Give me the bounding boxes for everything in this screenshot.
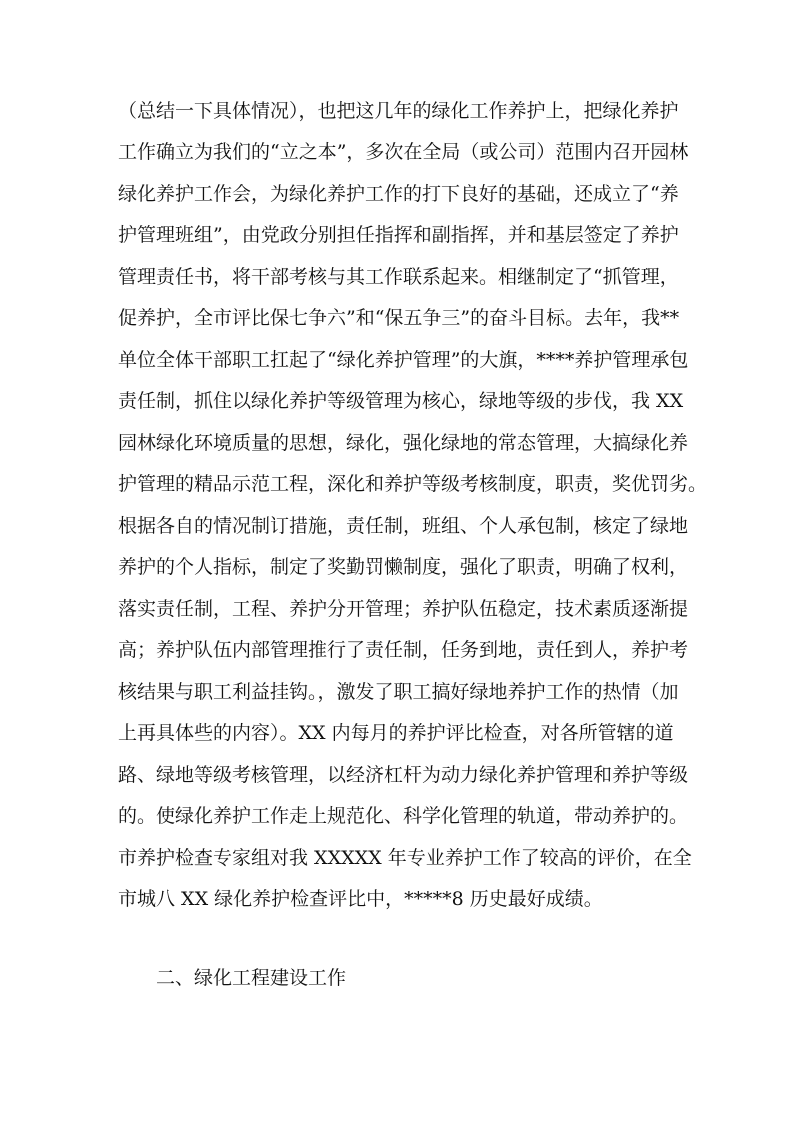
paragraph-line: 工作确立为我们的“立之本”，多次在全局（或公司）范围内召开园林 (118, 141, 689, 163)
section-heading: 二、绿化工程建设工作 (156, 967, 347, 989)
paragraph-line: 绿化养护工作会，为绿化养护工作的打下良好的基础，还成立了“养 (118, 183, 679, 205)
paragraph-line: 根据各自的情况制订措施，责任制，班组、个人承包制，核定了绿地 (118, 515, 689, 537)
paragraph-line: 的。使绿化养护工作走上规范化、科学化管理的轨道，带动养护的。 (118, 805, 689, 827)
paragraph-line: 市城八 XX 绿化养护检查评比中，*****8 历史最好成绩。 (118, 888, 603, 910)
paragraph-line: 园林绿化环境质量的思想，绿化，强化绿地的常态管理，大搞绿化养 (118, 432, 689, 454)
paragraph-line: 市养护检查专家组对我 XXXXX 年专业养护工作了较高的评价，在全 (118, 847, 692, 869)
paragraph-line: 单位全体干部职工扛起了“绿化养护管理”的大旗，****养护管理承包 (118, 349, 689, 371)
paragraph-line: （总结一下具体情况），也把这几年的绿化工作养护上，把绿化养护 (118, 100, 679, 122)
paragraph-line: 核结果与职工利益挂钩。，激发了职工搞好绿地养护工作的热情（加 (118, 681, 679, 703)
paragraph-line: 养护的个人指标，制定了奖勤罚懒制度，强化了职责，明确了权利， (118, 556, 689, 578)
paragraph-line: 管理责任书，将干部考核与其工作联系起来。相继制定了“抓管理， (118, 266, 679, 288)
paragraph-line: 护管理班组”，由党政分别担任指挥和副指挥，并和基层签定了养护 (118, 224, 679, 246)
paragraph-line: 路、绿地等级考核管理，以经济杠杆为动力绿化养护管理和养护等级 (118, 764, 689, 786)
paragraph-line: 落实责任制，工程、养护分开管理；养护队伍稳定，技术素质逐渐提 (118, 598, 689, 620)
paragraph-line: 护管理的精品示范工程，深化和养护等级考核制度，职责，奖优罚劣。 (118, 473, 708, 495)
paragraph-line: 上再具体些的内容）。XX 内每月的养护评比检查，对各所管辖的道 (118, 722, 674, 744)
paragraph-line: 高；养护队伍内部管理推行了责任制，任务到地，责任到人，养护考 (118, 639, 689, 661)
paragraph-line: 责任制，抓住以绿化养护等级管理为核心，绿地等级的步伐，我 XX (118, 390, 684, 412)
paragraph-line: 促养护，全市评比保七争六”和“保五争三”的奋斗目标。去年，我** (118, 307, 680, 329)
